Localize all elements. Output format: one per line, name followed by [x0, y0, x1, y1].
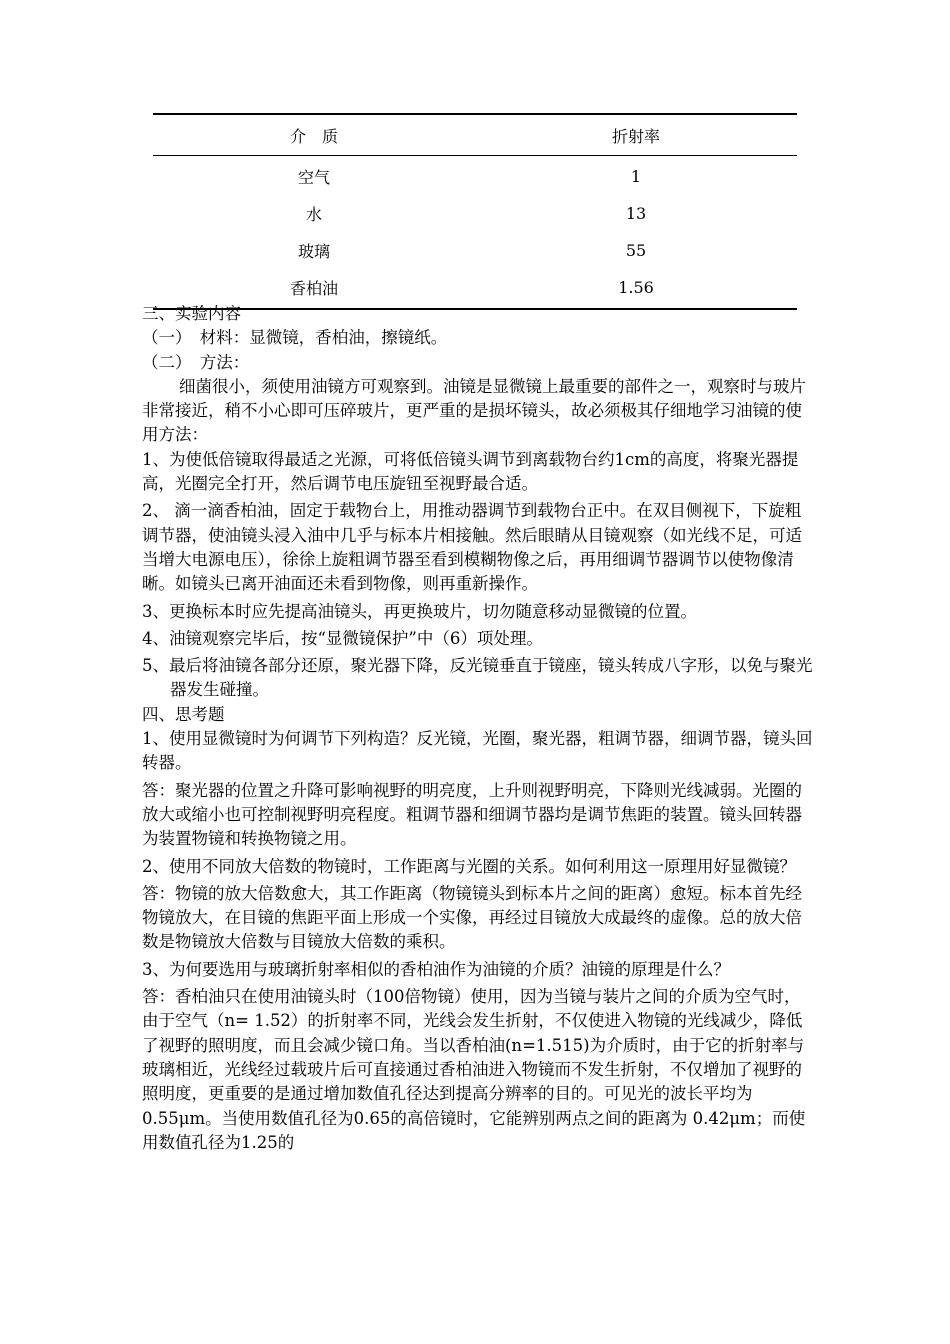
- header-refractive-index: 折射率: [611, 126, 660, 146]
- table-header-row: [153, 115, 797, 155]
- cell-index: 55: [625, 241, 647, 260]
- refractive-index-table: [153, 113, 797, 310]
- cell-medium: 玻璃: [297, 242, 330, 261]
- cell-index: 1: [630, 167, 642, 186]
- body-text: [142, 302, 814, 1155]
- answer-3: 答：香柏油只在使用油镜头时（100倍物镜）使用，因为当镜与装片之间的介质为空气时，由于空气（n= 1.52）的折射率不同，光线会发生折射，不仅使进入物镜的光线减少，降低了视野的照明度，而且会减少镜口角。当以香柏油(n=1.515)为介质时，由于它的折射率与玻璃相近，光线经过载玻片后可直接通过香柏油进入物镜而不发生折射，不仅增加了视野的照明度，更重要的是通过增加数值孔径达到提高分辨率的目的。可见光的波长平均为0.55μm。当使用数值孔径为0.65的高倍镜时，它能辨别两点之间的距离为 0.42μm；而使用数值孔径为1.25的: [142, 987, 806, 1152]
- cell-index: 13: [625, 204, 647, 223]
- section-heading-experiment: 三、实验内容: [142, 304, 241, 323]
- question-2: 2、使用不同放大倍数的物镜时，工作距离与光圈的关系。如何利用这一原理用好显微镜？: [142, 856, 796, 876]
- table-row: [153, 232, 797, 269]
- answer-2: 答：物镜的放大倍数愈大，其工作距离（物镜镜头到标本片之间的距离）愈短。标本首先经物镜放大，在目镜的焦距平面上形成一个实像，再经过目镜放大成最终的虚像。总的放大倍数是物镜放大倍数与目镜放大倍数的乘积。: [142, 883, 802, 952]
- methods-intro: 细菌很小，须使用油镜方可观察到。油镜是显微镜上最重要的部件之一，观察时与玻片非常接近，稍不小心即可压碎玻片，更严重的是损坏镜头，故必须极其仔细地学习油镜的使用方法：: [142, 376, 806, 445]
- question-1: 1、使用显微镜时为何调节下列构造？反光镜，光圈，聚光器，粗调节器，细调节器，镜头回转器。: [142, 729, 813, 773]
- cell-index: 1.56: [618, 278, 654, 297]
- question-3: 3、为何要选用与玻璃折射率相似的香柏油作为油镜的介质？油镜的原理是什么？: [142, 959, 730, 979]
- table-body: [153, 156, 797, 308]
- step-5: 5、最后将油镜各部分还原，聚光器下降，反光镜垂直于镜座，镜头转成八字形，以免与聚光器发生碰撞。: [142, 656, 813, 700]
- table-row: [153, 195, 797, 232]
- table-row: [153, 269, 797, 306]
- cell-medium: 水: [305, 205, 322, 224]
- section-heading-questions: 四、思考题: [142, 704, 225, 724]
- cell-medium: 空气: [297, 168, 330, 187]
- step-1: 1、为使低倍镜取得最适之光源，可将低倍镜头调节到离载物台约1cm的高度，将聚光器提高，光圈完全打开，然后调节电压旋钮至视野最合适。: [142, 449, 799, 494]
- step-4: 4、油镜观察完毕后，按“显微镜保护”中（6）项处理。: [142, 628, 543, 648]
- header-medium: 介 质: [289, 126, 338, 146]
- answer-1: 答：聚光器的位置之升降可影响视野的明亮度，上升则视野明亮，下降则光线减弱。光圈的放大或缩小也可控制视野明亮程度。粗调节器和细调节器均是调节焦距的装置。镜头回转器为装置物镜和转换物镜之用。: [142, 780, 802, 849]
- step-3: 3、更换标本时应先提高油镜头，再更换玻片，切勿随意移动显微镜的位置。: [142, 601, 697, 621]
- cell-medium: 香柏油: [289, 279, 338, 298]
- table-row: [153, 158, 797, 195]
- step-2: 2、 滴一滴香柏油，固定于载物台上，用推动器调节到载物台正中。在双目侧视下，下旋粗调节器，使油镜头浸入油中几乎与标本片相接触。然后眼睛从目镜观察（如光线不足，可适当增大电源电压），徐徐上旋粗调节器至看到模糊物像之后，再用细调节器调节以使物像清晰。如镜头已离开油面还未看到物像，则再重新操作。: [142, 501, 802, 594]
- methods-heading: （二） 方法：: [142, 352, 250, 372]
- materials-line: （一） 材料：显微镜，香柏油，擦镜纸。: [142, 328, 448, 348]
